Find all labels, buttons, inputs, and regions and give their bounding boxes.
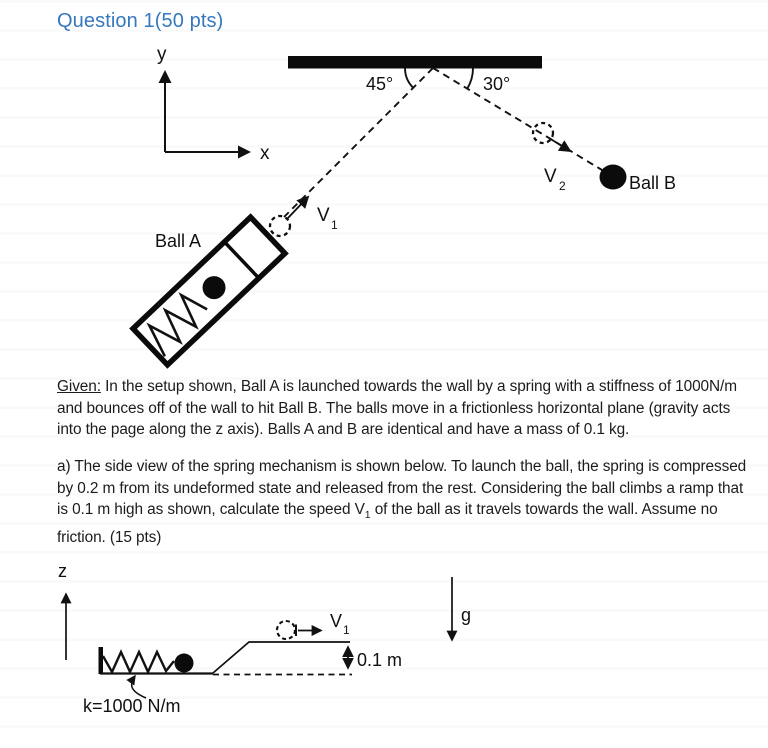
- side-view-diagram: [0, 548, 540, 738]
- spring-pointer-arrow: [132, 676, 146, 698]
- part-a-v1-sub: 1: [364, 510, 371, 522]
- wall: [288, 56, 542, 69]
- part-a-text-after: of the ball as it travels towards the wall. Assume no friction. (15 pts): [57, 501, 718, 546]
- angle-45-label: 45°: [366, 74, 394, 94]
- angle-30-label: 30°: [483, 74, 511, 94]
- x-axis-label: x: [260, 143, 270, 164]
- angle-45-arc: [405, 68, 413, 88]
- angle-30-arc: [467, 68, 473, 89]
- v1-velocity-arrow: [287, 197, 308, 219]
- v1-label-sub: 1: [331, 218, 338, 232]
- part-a-paragraph: [57, 456, 757, 548]
- top-view-diagram: [0, 40, 768, 380]
- v2-label-sub: 2: [559, 179, 566, 193]
- outgoing-trajectory-dashed: [433, 68, 602, 170]
- v1-label: V: [317, 205, 330, 226]
- spring-stiffness-label: k=1000 N/m: [83, 696, 181, 716]
- ball-b-label: Ball B: [629, 173, 677, 193]
- spring-anchor-wall: [99, 647, 104, 674]
- gravity-label: g: [461, 605, 472, 625]
- ball-a-label: Ball A: [155, 231, 202, 251]
- ghost-ball-rebound: [533, 123, 553, 143]
- z-axis-label: z: [58, 561, 67, 581]
- v1-side-label: V: [330, 611, 343, 631]
- given-text: In the setup shown, Ball A is launched towards the wall by a spring with a stiffness of 1000N/m and bounces off of the wall to hit Ball B. The balls move in a frictionless horizontal plane (gravity acts into the page along the z axis). Balls A and B are identical and have a mass of 0.1 kg.: [57, 378, 737, 439]
- ball-side-view: [175, 654, 194, 673]
- y-axis-label: y: [157, 44, 167, 65]
- ghost-ball-plateau: [277, 621, 295, 639]
- spring-coil: [103, 652, 174, 672]
- ball-b: [600, 165, 627, 190]
- ramp-profile: [213, 642, 350, 673]
- v2-velocity-arrow: [549, 138, 570, 151]
- given-paragraph: [57, 376, 757, 441]
- height-label: 0.1 m: [357, 650, 403, 670]
- v1-side-label-sub: 1: [343, 623, 350, 637]
- question-title: Question 1(50 pts): [57, 10, 224, 32]
- given-label: Given:: [57, 378, 101, 395]
- part-a-text-before: a) The side view of the spring mechanism is shown below. To launch the ball, the spring is compressed by 0.2 m from its undeformed state and released from the rest. Considering the ball climbs a ramp that is 0.1 m high as shown, calculate the speed V: [57, 458, 747, 519]
- incoming-trajectory-dashed: [284, 68, 433, 217]
- v2-label: V: [544, 166, 557, 187]
